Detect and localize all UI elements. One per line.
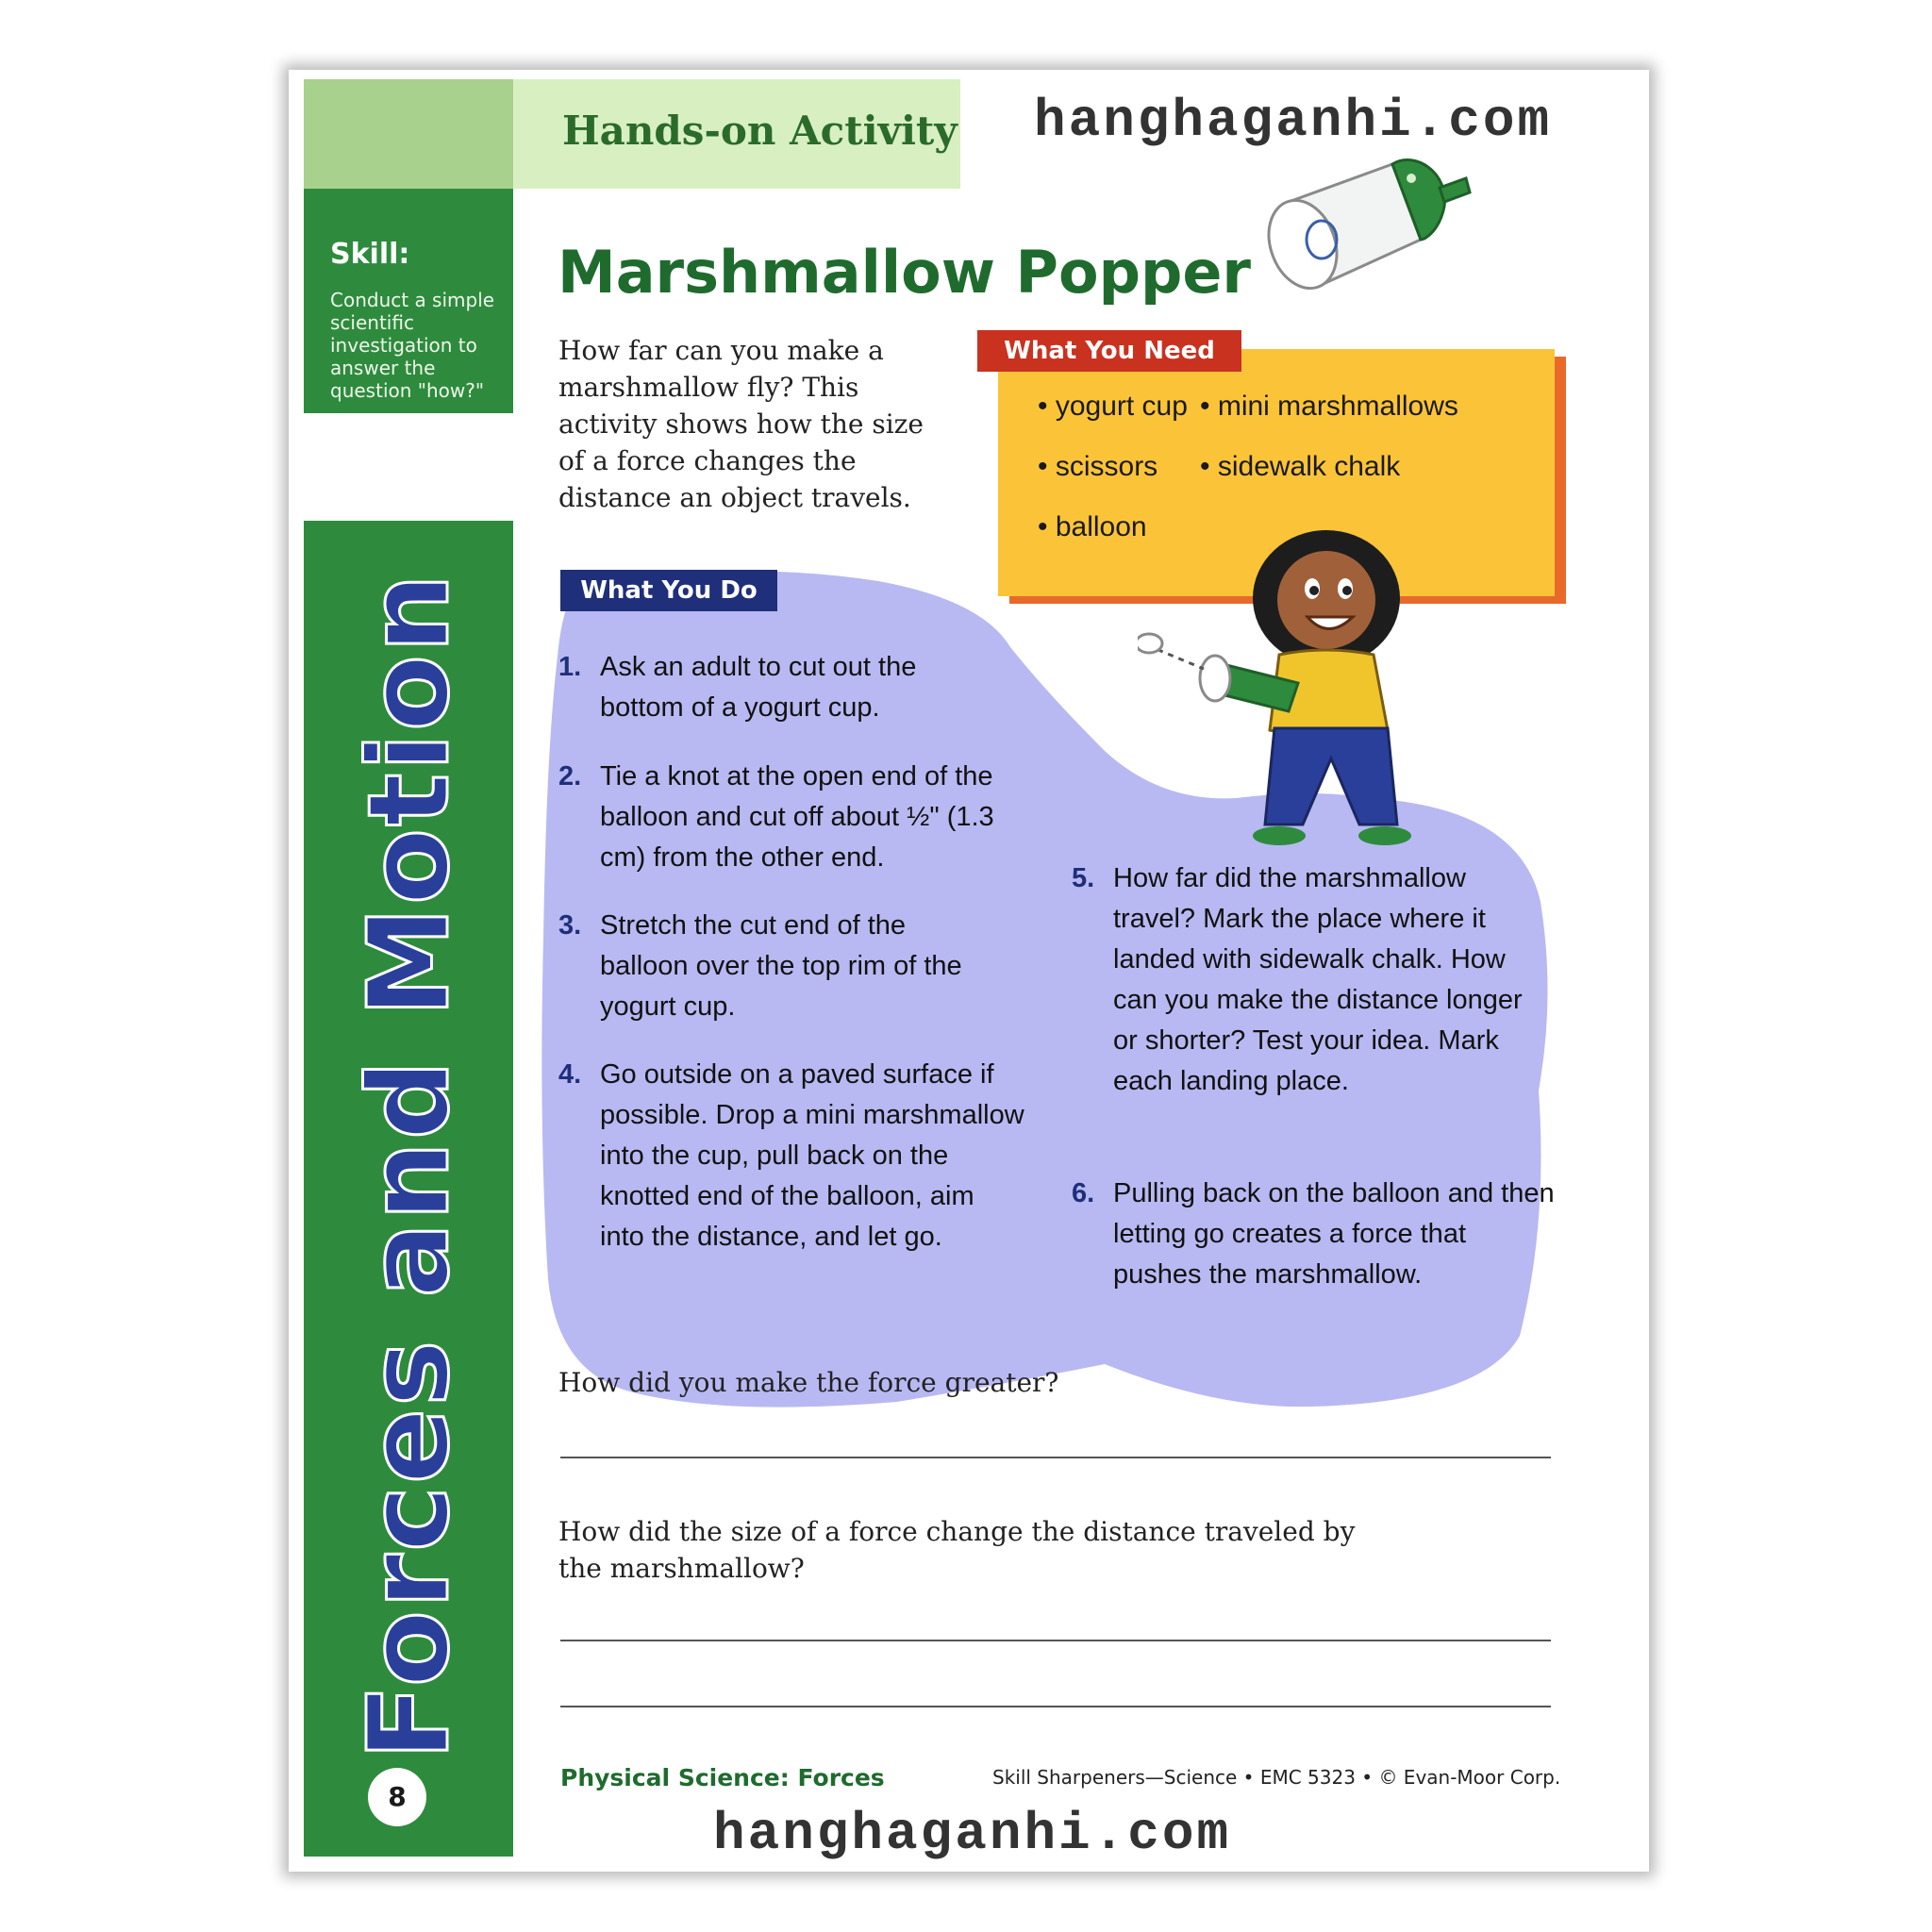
watermark-top: hanghaganhi.com bbox=[1034, 91, 1553, 151]
answer-line[interactable] bbox=[560, 1457, 1551, 1458]
step-item: 2. Tie a knot at the open end of the balloon and cut off about ½" (1.3 cm) from the other end. bbox=[558, 761, 994, 873]
footer-subject: Physical Science: Forces bbox=[560, 1764, 885, 1791]
need-item: • yogurt cup bbox=[1038, 391, 1188, 422]
page-title: Marshmallow Popper bbox=[558, 238, 1251, 307]
yogurt-cup-popper-icon bbox=[1251, 136, 1477, 315]
step-item: 3. Stretch the cut end of the balloon over the top rim of the yogurt cup. bbox=[558, 910, 962, 1022]
page-number: 8 bbox=[368, 1768, 426, 1826]
question-1: How did you make the force greater? bbox=[558, 1367, 1059, 1398]
activity-label: Hands-on Activity bbox=[562, 108, 958, 154]
need-heading: What You Need bbox=[977, 330, 1241, 372]
watermark-bottom: hanghaganhi.com bbox=[713, 1804, 1232, 1864]
step-item: 6. Pulling back on the balloon and then letting go creates a force that pushes the marshmallow. bbox=[1072, 1178, 1555, 1290]
question-2: How did the size of a force change the distance traveled by the marshmallow? bbox=[558, 1516, 1356, 1584]
need-item: • mini marshmallows bbox=[1200, 391, 1458, 422]
skill-description: Conduct a simple scientific investigation to answer the question "how?" bbox=[330, 289, 495, 402]
answer-line[interactable] bbox=[560, 1706, 1551, 1707]
need-item: • sidewalk chalk bbox=[1200, 451, 1401, 482]
need-item: • scissors bbox=[1038, 451, 1158, 482]
step-item: 5. How far did the marshmallow travel? Mark the place where it landed with sidewalk chalk. How can you make the distance longer or shorter? Test your idea. Mark each landing place. bbox=[1072, 863, 1523, 1096]
unit-title: Forces and Motion bbox=[343, 572, 474, 1760]
skill-title: Skill: bbox=[330, 238, 410, 271]
answer-line[interactable] bbox=[560, 1640, 1551, 1641]
step-item: 4. Go outside on a paved surface if possible. Drop a mini marshmallow into the cup, pull back on the knotted end of the balloon, aim into the distance, and let go. bbox=[558, 1059, 1024, 1252]
step-item: 1. Ask an adult to cut out the bottom of a yogurt cup. bbox=[558, 652, 917, 723]
need-item: • balloon bbox=[1038, 511, 1147, 542]
header-band-light bbox=[304, 79, 513, 189]
worksheet-page bbox=[289, 70, 1649, 1872]
footer-copyright: Skill Sharpeners—Science • EMC 5323 • © Evan-Moor Corp. bbox=[992, 1766, 1561, 1789]
girl-with-popper-icon bbox=[1138, 513, 1440, 853]
do-heading: What You Do bbox=[560, 570, 777, 611]
intro-text: How far can you make a marshmallow fly? This activity shows how the size of a force changes the distance an object travels. bbox=[558, 335, 924, 513]
